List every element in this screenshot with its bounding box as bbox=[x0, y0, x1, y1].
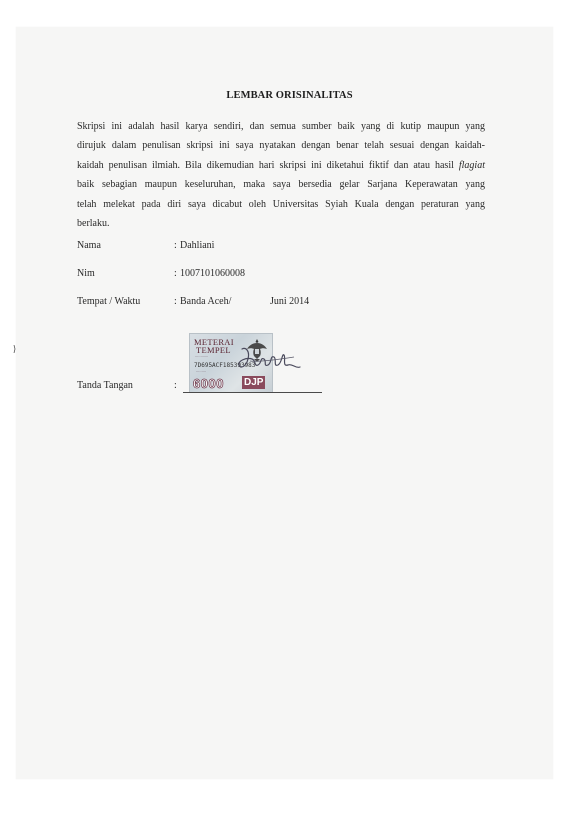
statement-line-6: berlaku. bbox=[77, 218, 110, 230]
tempat-value: Banda Aceh/ bbox=[180, 296, 232, 307]
statement-line-4: baik sebagian maupun keseluruhan, maka saya bersedia gelar Sarjana Keperawatan yang bbox=[77, 179, 485, 191]
statement-line-3-text: kaidah penulisan ilmiah. Bila dikemudian hari skripsi ini diketahui fiktif dan atau hasil bbox=[77, 159, 454, 171]
stamp-microtext-bottom: ········· bbox=[196, 370, 207, 374]
stamp-value: 6000 bbox=[193, 376, 224, 391]
originality-statement bbox=[77, 117, 485, 233]
handwritten-signature bbox=[236, 345, 306, 379]
nama-colon: : bbox=[174, 240, 177, 251]
waktu-value: Juni 2014 bbox=[270, 296, 310, 307]
document-title: LEMBAR ORISINALITAS bbox=[226, 90, 353, 101]
statement-line-5: telah melekat pada diri saya dicabut oleh Universitas Syiah Kuala dengan peraturan yang bbox=[77, 198, 485, 210]
nim-value: 1007101060008 bbox=[180, 268, 245, 279]
signature-line bbox=[183, 392, 322, 393]
statement-italic-word: flagiat bbox=[458, 159, 485, 171]
nama-label: Nama bbox=[77, 240, 101, 251]
tanda-tangan-colon: : bbox=[174, 380, 177, 391]
stamp-title-line2: TEMPEL bbox=[196, 345, 231, 355]
tempat-waktu-colon: : bbox=[174, 296, 177, 307]
statement-line-1: Skripsi ini adalah hasil karya sendiri, dan semua sumber baik yang di kutip maupun yang bbox=[77, 121, 485, 132]
tempat-waktu-label: Tempat / Waktu bbox=[77, 296, 141, 307]
tanda-tangan-label: Tanda Tangan bbox=[77, 380, 133, 391]
stamp-serial-code: 7D695ACF185393983 bbox=[194, 362, 256, 369]
stamp-microtext-top: ············ bbox=[195, 355, 209, 359]
stamp-issuer: DJP bbox=[244, 377, 264, 388]
nim-label: Nim bbox=[77, 268, 95, 279]
edge-speck bbox=[13, 345, 16, 353]
statement-line-3 bbox=[77, 156, 485, 175]
statement-line-2: dirujuk dalam penulisan skripsi ini saya nyatakan dengan benar telah sesuai dengan kaidah- bbox=[77, 140, 485, 152]
nama-value: Dahliani bbox=[180, 240, 215, 251]
nim-colon: : bbox=[174, 268, 177, 279]
stamp-title-line1: METERAI bbox=[194, 337, 234, 347]
